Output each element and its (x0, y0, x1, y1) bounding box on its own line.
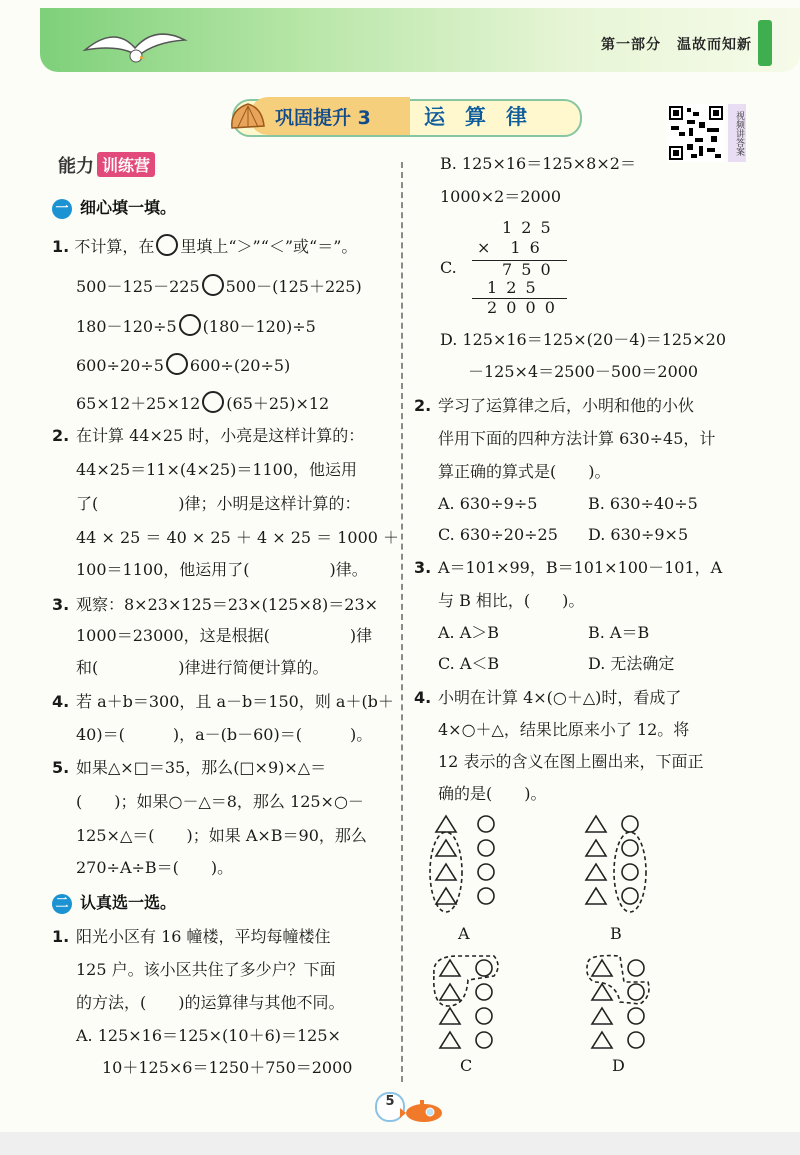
q1-row-right: 600÷(20÷5) (189, 356, 291, 375)
title-main: 巩固提升 3 (275, 107, 371, 129)
figure-option-d[interactable] (580, 952, 660, 1062)
answer-circle[interactable] (202, 391, 224, 413)
s2-option[interactable]: C. 630÷20÷25 (438, 525, 558, 544)
s1-option-b-cont: 1000×2＝2000 (440, 187, 562, 206)
answer-circle[interactable] (202, 274, 224, 296)
q1-row-right: (180－120)÷5 (202, 317, 316, 336)
q2-line: 在计算 44×25 时，小亮是这样计算的： (76, 426, 365, 445)
qr-code-icon[interactable] (667, 104, 725, 162)
q1-number: 1. (52, 237, 70, 256)
header-subtitle: 温故而知新 (677, 37, 752, 53)
q4-number: 4. (52, 692, 70, 711)
shell-icon (228, 100, 268, 134)
seagull-illustration (80, 20, 190, 75)
q1-stem-text2: 里填上“＞”“＜”或“＝”。 (180, 237, 358, 256)
s1-option-c-label[interactable]: C. (440, 258, 457, 277)
s4-number: 4. (414, 688, 432, 707)
figure-label: B (610, 924, 622, 943)
page-number: 5 (375, 1092, 405, 1122)
q3-line: 和( )律进行简便计算的。 (76, 658, 329, 677)
page-tag (758, 20, 772, 66)
q1-row (76, 314, 316, 337)
q3-line: 1000＝23000，这是根据( )律 (76, 626, 373, 645)
q1-row-left: 600÷20÷5 (76, 356, 164, 375)
q1-row-right: (65＋25)×12 (226, 394, 330, 413)
figure-option-b[interactable] (578, 812, 658, 922)
q5-line: 125×△＝( )；如果 A×B＝90，那么 (76, 826, 367, 845)
q1-row (76, 274, 362, 297)
s3-option[interactable]: B. A＝B (588, 623, 650, 642)
s4-line: 4×○＋△，结果比原来小了 12。将 (438, 720, 690, 739)
s1-option-d[interactable]: D. 125×16＝125×(20－4)＝125×20 (440, 330, 727, 349)
mult-row: 2 0 0 0 (487, 298, 557, 317)
s3-line: A＝101×99，B＝101×100－101，A (438, 558, 723, 577)
s1-line: 的方法，( )的运算律与其他不同。 (76, 993, 345, 1012)
q4-line: 若 a＋b＝300，且 a－b＝150，则 a＋(b＋ (76, 692, 394, 711)
part2-heading (52, 890, 176, 914)
q5-line: 如果△×□＝35，那么(□×9)×△＝ (76, 758, 327, 777)
s3-number: 3. (414, 558, 432, 577)
figure-option-c[interactable] (428, 952, 508, 1062)
s3-option[interactable]: A. A＞B (438, 623, 500, 642)
mult-row: 7 5 0 (502, 260, 553, 279)
q1-row (76, 353, 290, 376)
s2-option[interactable]: A. 630÷9÷5 (438, 494, 538, 513)
s2-line: 算正确的算式是( )。 (438, 462, 611, 481)
column-divider (401, 162, 403, 1082)
s2-number: 2. (414, 396, 432, 415)
part2-title: 认真选一选。 (80, 893, 177, 912)
section-label-tag: 训练营 (97, 152, 155, 177)
q5-line: 270÷A÷B＝( )。 (76, 858, 234, 877)
mult-row: 1 2 5 (502, 218, 553, 237)
part1-title: 细心填一填。 (80, 198, 177, 217)
part1-heading (52, 195, 176, 219)
s4-line: 确的是( )。 (438, 784, 547, 803)
answer-circle[interactable] (179, 314, 201, 336)
q1-row-right: 500－(125＋225) (225, 277, 362, 296)
submarine-icon (400, 1098, 444, 1124)
q3-number: 3. (52, 595, 70, 614)
s2-line: 伴用下面的四种方法计算 630÷45，计 (438, 429, 716, 448)
q5-number: 5. (52, 758, 70, 777)
q1-row-left: 500－125－225 (76, 277, 200, 296)
answer-circle[interactable] (166, 353, 188, 375)
figure-label: D (612, 1056, 625, 1075)
s3-line: 与 B 相比，( )。 (438, 591, 585, 610)
s3-option[interactable]: C. A＜B (438, 654, 500, 673)
figure-label: C (460, 1056, 473, 1075)
qr-label: 视频讲答案 (728, 104, 746, 162)
part2-number: 二 (52, 894, 72, 914)
s1-number: 1. (52, 927, 70, 946)
q2-line: 44 × 25 ＝ 40 × 25 ＋ 4 × 25 ＝ 1000 ＋ (76, 528, 400, 547)
q1-row-left: 65×12＋25×12 (76, 394, 201, 413)
s2-option[interactable]: D. 630÷9×5 (588, 525, 689, 544)
s2-line: 学习了运算律之后，小明和他的小伙 (438, 396, 695, 415)
q2-line: 100＝1100，他运用了( )律。 (76, 560, 368, 579)
mult-row: × 1 6 (477, 238, 542, 257)
s1-option-a[interactable]: A. 125×16＝125×(10＋6)＝125× (76, 1026, 341, 1045)
vertical-multiplication (447, 218, 567, 318)
s3-option[interactable]: D. 无法确定 (588, 654, 675, 673)
s4-line: 小明在计算 4×(○＋△)时，看成了 (438, 688, 682, 707)
figure-option-a[interactable] (428, 812, 508, 922)
q5-line: ( )；如果○－△＝8，那么 125×○－ (76, 792, 364, 811)
s1-line: 125 户。该小区共住了多少户？下面 (76, 960, 336, 979)
s1-line: 阳光小区有 16 幢楼，平均每幢楼住 (76, 927, 331, 946)
title-topic: 运算律 (424, 105, 547, 129)
section-label: 能力 (58, 156, 94, 177)
s1-option-a-cont: 10＋125×6＝1250＋750＝2000 (102, 1058, 353, 1077)
s1-option-b[interactable]: B. 125×16＝125×8×2＝ (440, 154, 636, 173)
q1-row-left: 180－120÷5 (76, 317, 177, 336)
s4-line: 12 表示的含义在图上圈出来，下面正 (438, 752, 704, 771)
q2-line: 44×25＝11×(4×25)＝1100，他运用 (76, 460, 358, 479)
q1-row (76, 391, 329, 414)
q4-line: 40)＝( )，a－(b－60)＝( )。 (76, 725, 373, 744)
s1-option-d-cont: －125×4＝2500－500＝2000 (468, 362, 699, 381)
mult-row: 1 2 5 (487, 278, 538, 297)
blank-circle-icon (156, 234, 178, 256)
header-part: 第一部分 (601, 37, 661, 53)
figure-label: A (458, 924, 470, 943)
part1-number: 一 (52, 199, 72, 219)
bottom-bar (0, 1132, 800, 1155)
q3-line: 观察：8×23×125＝23×(125×8)＝23× (76, 595, 379, 614)
q2-number: 2. (52, 426, 70, 445)
s2-option[interactable]: B. 630÷40÷5 (588, 494, 698, 513)
q1-stem (52, 234, 357, 257)
q1-stem-text: 不计算，在 (74, 237, 155, 256)
q2-line: 了( )律；小明是这样计算的： (76, 494, 361, 513)
header-text (585, 34, 752, 54)
